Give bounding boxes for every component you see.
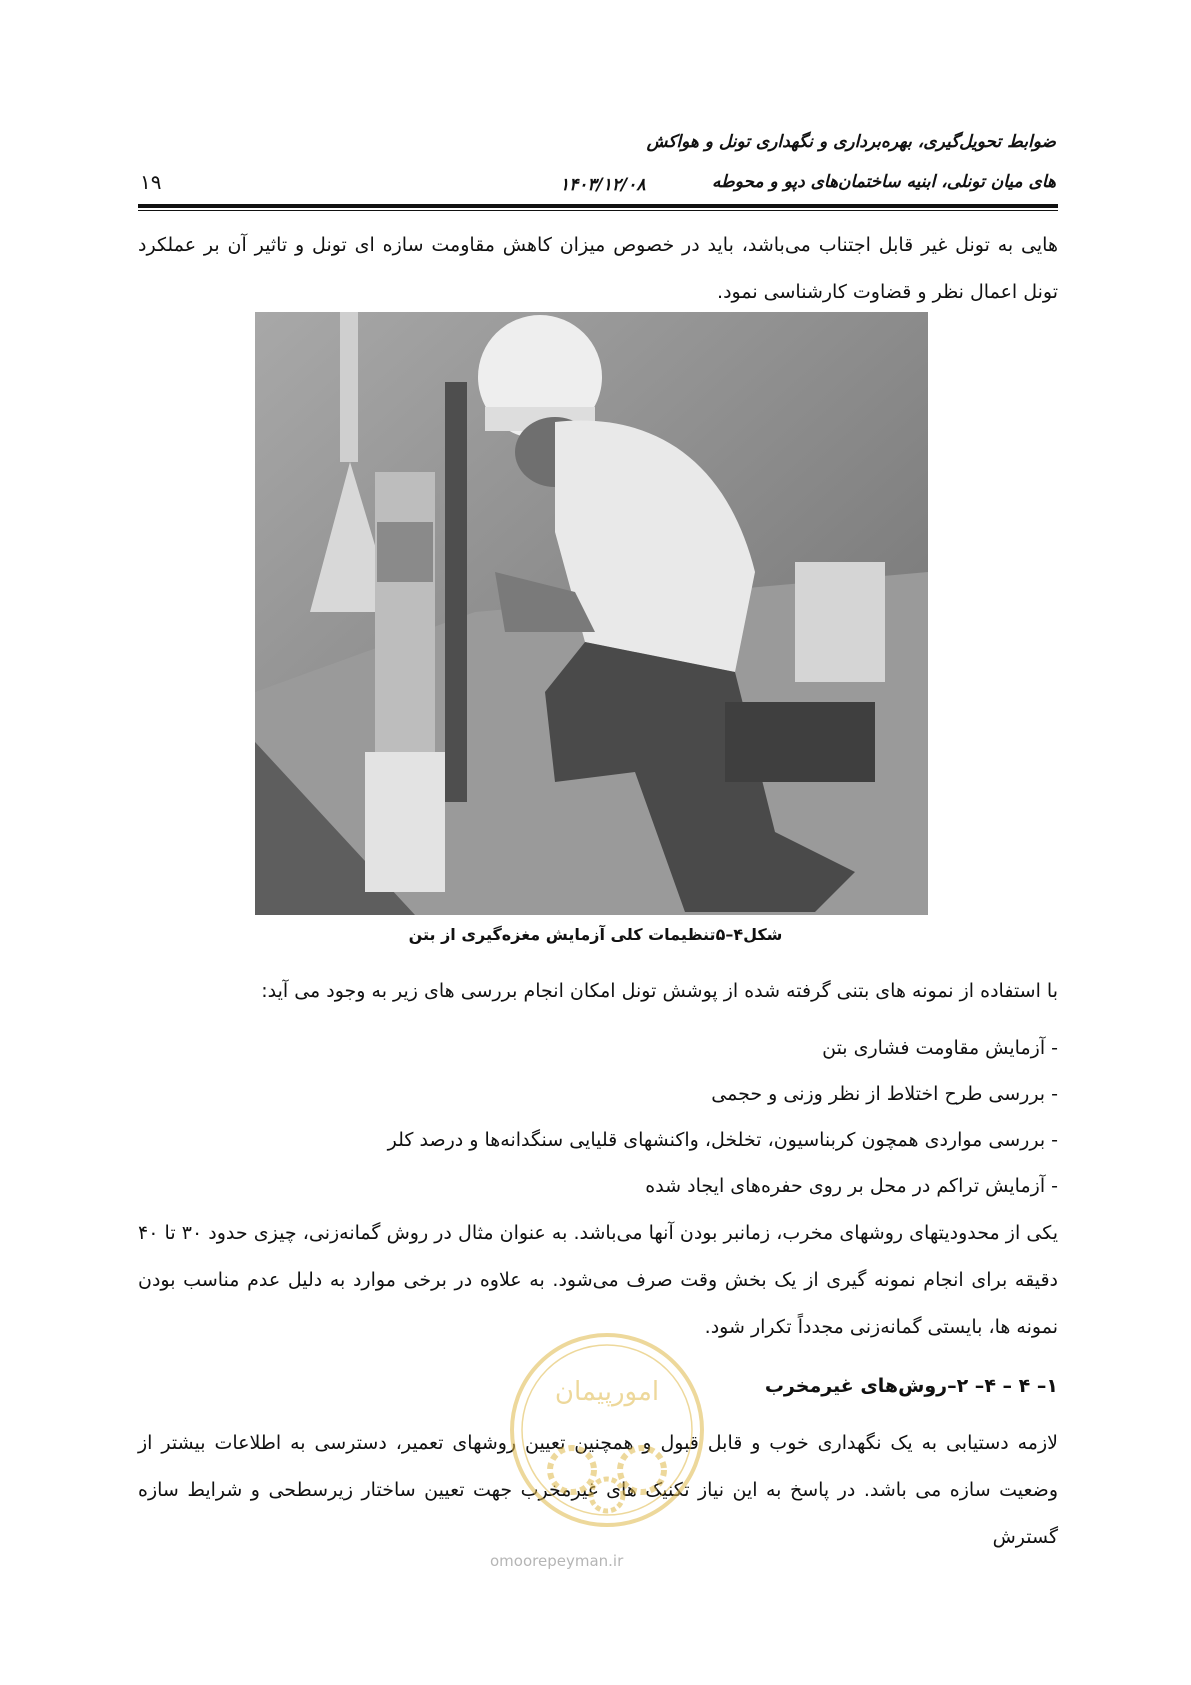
header-title-line1: ضوابط تحویل‌گیری، بهره‌برداری و نگهداری تونل و هواکش <box>646 132 1056 152</box>
header-title-line2: های میان تونلی، ابنیه ساختمان‌های دپو و محوطه <box>712 172 1056 192</box>
paragraph-3: لازمه دستیابی به یک نگهداری خوب و قابل قبول و همچنین تعیین روشهای تعمیر، دسترسی به اطلاعات بیشتر از وضعیت سازه می باشد. در پاسخ به این نیاز تکنیک های غیرمخرب جهت تعیین ساختار زیرسطحی و شرایط سازه گسترش <box>138 1432 1058 1548</box>
list-item: - آزمایش تراکم در محل بر روی حفره‌های ایجاد شده <box>645 1175 1058 1197</box>
header-date: ۱۴۰۳/۱۲/۰۸ <box>560 175 646 195</box>
bullet-list <box>388 1025 1058 1209</box>
intro-text: با استفاده از نمونه های بتنی گرفته شده از پوشش تونل امکان انجام بررسی های زیر به وجود می آید: <box>261 980 1058 1002</box>
list-item: - بررسی طرح اختلاط از نظر وزنی و حجمی <box>711 1083 1058 1105</box>
list-item: - آزمایش مقاومت فشاری بتن <box>822 1037 1058 1059</box>
header-rule-thick <box>138 204 1058 208</box>
header-rule-thin <box>138 210 1058 211</box>
paragraph-1: هایی به تونل غیر قابل اجتناب می‌باشد، باید در خصوص میزان کاهش مقاومت سازه ای تونل و تاثیر آن بر عملکرد تونل اعمال نظر و قضاوت کارشناسی نمود. <box>138 234 1058 303</box>
core-drilling-photo <box>255 312 928 915</box>
watermark-logo <box>497 1320 717 1550</box>
svg-text:امورپیمان: امورپیمان <box>554 1377 660 1407</box>
figure-caption: شکل۴–۵تنظیمات کلی آزمایش مغزه‌گیری از بتن <box>408 925 783 944</box>
page-number: ۱۹ <box>140 170 162 194</box>
section-heading: ۱– ۴ – ۴– ۲–روش‌های غیرمخرب <box>764 1375 1058 1397</box>
paragraph-2: یکی از محدودیتهای روشهای مخرب، زمانبر بودن آنها می‌باشد. به عنوان مثال در روش گمانه‌زنی، چیزی حدود ۳۰ تا ۴۰ دقیقه برای انجام نمونه گیری از یک بخش وقت صرف می‌شود. به علاوه در برخی موارد به دلیل عدم مناسب بودن نمونه ها، بایستی گمانه‌زنی مجدداً تکرار شود. <box>138 1222 1058 1338</box>
list-item: - بررسی مواردی همچون کربناسیون، تخلخل، واکنشهای قلیایی سنگدانه‌ها و درصد کلر <box>387 1129 1058 1151</box>
watermark-site: omoorepeyman.ir <box>490 1552 624 1570</box>
